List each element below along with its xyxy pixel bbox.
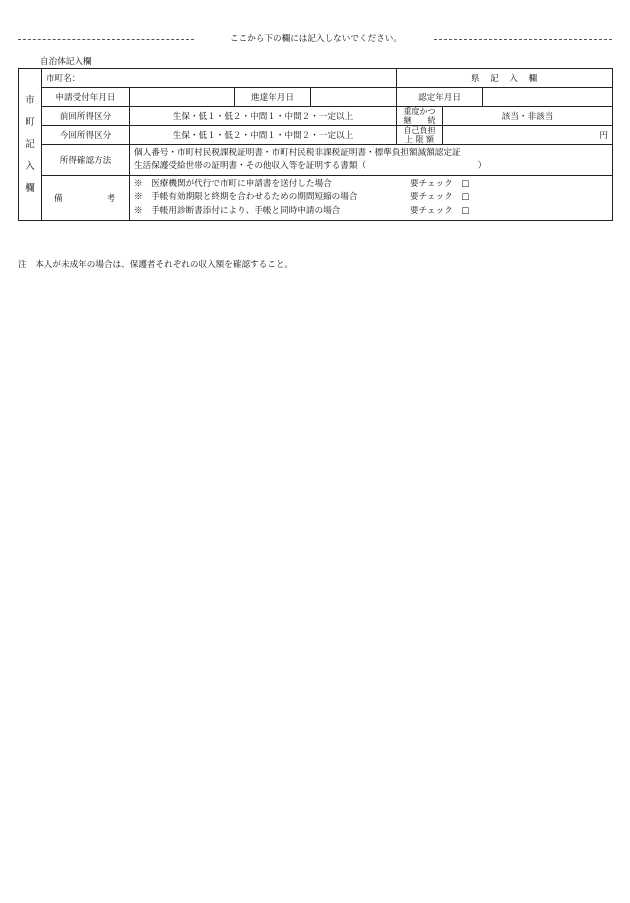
receipt-date-label: 申請受付年月日 xyxy=(42,88,130,107)
remarks-list xyxy=(130,176,613,221)
progress-date-label: 進達年月日 xyxy=(235,88,311,107)
dashed-rule-left xyxy=(18,39,194,40)
copay-limit-label xyxy=(397,126,443,145)
previous-income-label: 前回所得区分 xyxy=(42,107,130,126)
side-label-cell xyxy=(19,69,42,221)
cut-line xyxy=(18,32,612,46)
remarks-label xyxy=(42,176,130,221)
income-method-line: 生活保護受給世帯の証明書・その他収入等を証明する書類（ ） xyxy=(134,161,487,171)
cut-line-text: ここから下の欄には記入しないでください。 xyxy=(230,34,402,44)
side-label-char: 欄 xyxy=(25,182,35,194)
copay-limit-field[interactable] xyxy=(443,126,613,145)
remarks-label-char: 考 xyxy=(106,194,116,204)
heavy-continuation-label xyxy=(397,107,443,126)
income-method-line: 個人番号・市町村民税課税証明書・市町村民税非課税証明書・標準負担額減額認定証 xyxy=(134,148,461,158)
copay-limit-label-line: 自己負担 xyxy=(403,126,436,135)
yen-unit: 円 xyxy=(599,131,609,141)
heavy-continuation-value[interactable]: 該当・非該当 xyxy=(443,107,613,126)
remark-text: ※ 手帳有効期限と終期を合わせるための期間短縮の場合 xyxy=(134,192,358,203)
remark-text: ※ 手帳用診断書添付により、手帳と同時申請の場合 xyxy=(134,205,341,216)
side-label-char: 記 xyxy=(25,138,35,150)
remark-item xyxy=(134,178,608,192)
side-label-char: 市 xyxy=(25,94,35,106)
income-method-label: 所得確認方法 xyxy=(42,145,130,176)
current-income-label: 今回所得区分 xyxy=(42,126,130,145)
municipality-name-field[interactable]: 市町名： xyxy=(42,69,397,88)
prefecture-entry-header: 県 記 入 欄 xyxy=(397,69,613,88)
copay-limit-label-line: 上 限 額 xyxy=(404,135,435,144)
income-method-options[interactable] xyxy=(130,145,613,176)
previous-income-options[interactable]: 生保・低１・低２・中間１・中間２・一定以上 xyxy=(130,107,397,126)
remark-checkbox[interactable]: 要チェック □ xyxy=(410,192,470,203)
remarks-label-char: 備 xyxy=(54,194,63,204)
remark-text: ※ 医療機関が代行で市町に申請書を送付した場合 xyxy=(134,178,332,189)
current-income-options[interactable]: 生保・低１・低２・中間１・中間２・一定以上 xyxy=(130,126,397,145)
remark-item xyxy=(134,191,608,205)
municipal-entry-table xyxy=(18,68,613,221)
footnote: 注 本人が未成年の場合は、保護者それぞれの収入額を確認すること。 xyxy=(18,260,294,270)
heavy-continuation-label-line: 継 続 xyxy=(403,116,436,125)
remark-item xyxy=(134,205,608,219)
dashed-rule-right xyxy=(434,39,612,40)
receipt-date-field[interactable] xyxy=(130,88,235,107)
side-label-char: 入 xyxy=(25,160,35,172)
approval-date-field[interactable] xyxy=(483,88,613,107)
remark-checkbox[interactable]: 要チェック □ xyxy=(410,205,470,216)
progress-date-field[interactable] xyxy=(311,88,397,107)
side-label-char: 町 xyxy=(25,116,35,128)
remark-checkbox[interactable]: 要チェック □ xyxy=(410,178,470,189)
section-label: 自治体記入欄 xyxy=(40,57,92,67)
heavy-continuation-label-line: 重度かつ xyxy=(403,107,436,116)
approval-date-label: 認定年月日 xyxy=(397,88,483,107)
